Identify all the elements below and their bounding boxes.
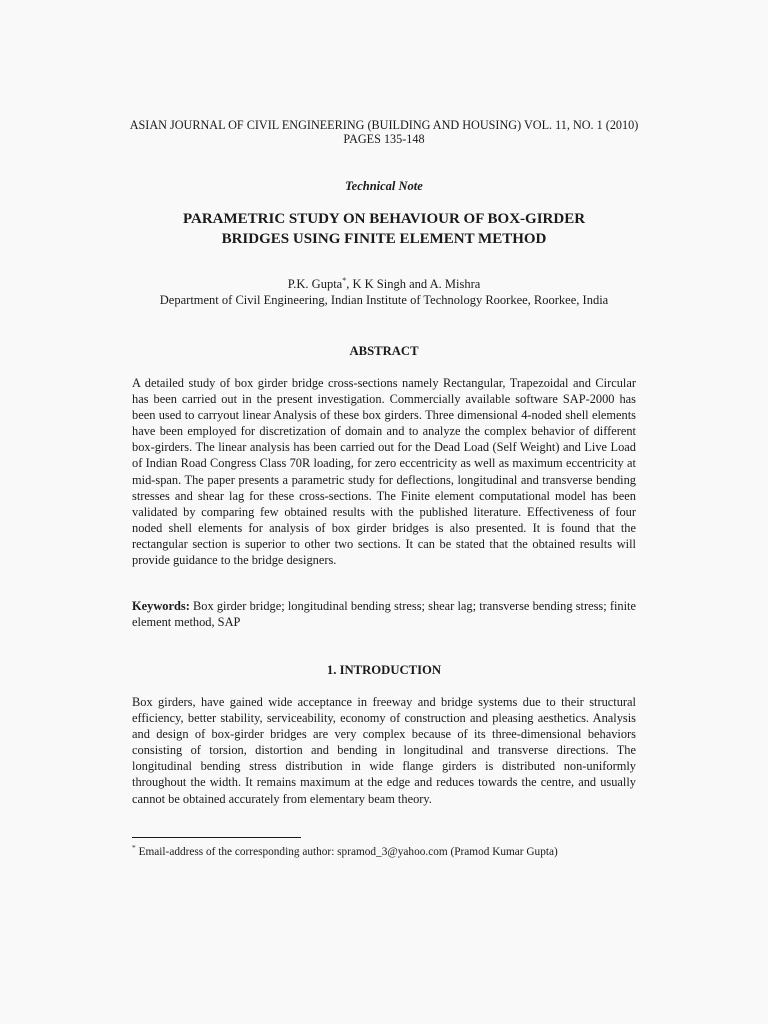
introduction-heading: 1. INTRODUCTION <box>326 663 442 677</box>
other-authors: , K K Singh and A. Mishra <box>346 277 481 291</box>
journal-header <box>0 118 768 146</box>
footnote-mark: * <box>132 843 136 853</box>
footnote-divider <box>132 837 301 838</box>
title-line-2: BRIDGES USING FINITE ELEMENT METHOD <box>221 231 547 247</box>
abstract-heading: ABSTRACT <box>349 344 419 358</box>
title-line-1: PARAMETRIC STUDY ON BEHAVIOUR OF BOX-GIRDER <box>182 211 586 227</box>
footnote-text: Email-address of the corresponding author: spramod_3@yahoo.com (Pramod Kumar Gupta) <box>135 846 558 858</box>
corresponding-author-mark: * <box>342 275 347 285</box>
footnote <box>132 845 652 859</box>
author-block <box>0 276 768 308</box>
first-author: P.K. Gupta <box>287 277 343 291</box>
introduction-body: Box girders, have gained wide acceptance in freeway and bridge systems due to their structural efficiency, better stability, serviceability, economy of construction and pleasing aesthetics. Analysis and design of box-girder bridges are very complex because of its three-dimensional behaviors consisting of torsion, distortion and bending in longitudinal and transverse directions. The longitudinal bending stress distribution in wide flange girders is distributed non-uniformly throughout the width. It remains maximum at the edge and reduces towards the centre, and usually cannot be obtained accurately from elementary beam theory. <box>132 695 636 806</box>
keywords-text: Box girder bridge; longitudinal bending stress; shear lag; transverse bending stress; finite element method, SAP <box>132 599 636 630</box>
abstract-body: A detailed study of box girder bridge cross-sections namely Rectangular, Trapezoidal and Circular has been carried out in the present investigation. Commercially available software SAP-2000 has been used to carryout linear Analysis of these box girders. Three dimensional 4-noded shell elements have been employed for discretization of domain and to analyze the complex behavior of different box-girders. The linear analysis has been carried out for the Dead Load (Self Weight) and Live Load of Indian Road Congress Class 70R loading, for zero eccentricity as well as maximum eccentricity at mid-span. The paper presents a parametric study for deflections, longitudinal and transverse bending stresses and shear lag for these cross-sections. The Finite element computational model has been validated by comparing few obtained results with the published literature. Effectiveness of four noded shell elements for analysis of box girder bridges is also presented. It is found that the rectangular section is superior to other two sections. It can be stated that the obtained results will provide guidance to the bridge designers. <box>132 376 636 568</box>
keywords <box>132 598 636 630</box>
author-names <box>0 276 768 292</box>
journal-line: ASIAN JOURNAL OF CIVIL ENGINEERING (BUILDING AND HOUSING) VOL. 11, NO. 1 (2010) <box>129 118 639 132</box>
note-type: Technical Note <box>345 179 423 193</box>
affiliation: Department of Civil Engineering, Indian Institute of Technology Roorkee, Roorkee, India <box>159 293 609 307</box>
keywords-label: Keywords: <box>132 599 190 613</box>
pages-line: PAGES 135-148 <box>343 132 425 146</box>
paper-title <box>0 209 768 249</box>
